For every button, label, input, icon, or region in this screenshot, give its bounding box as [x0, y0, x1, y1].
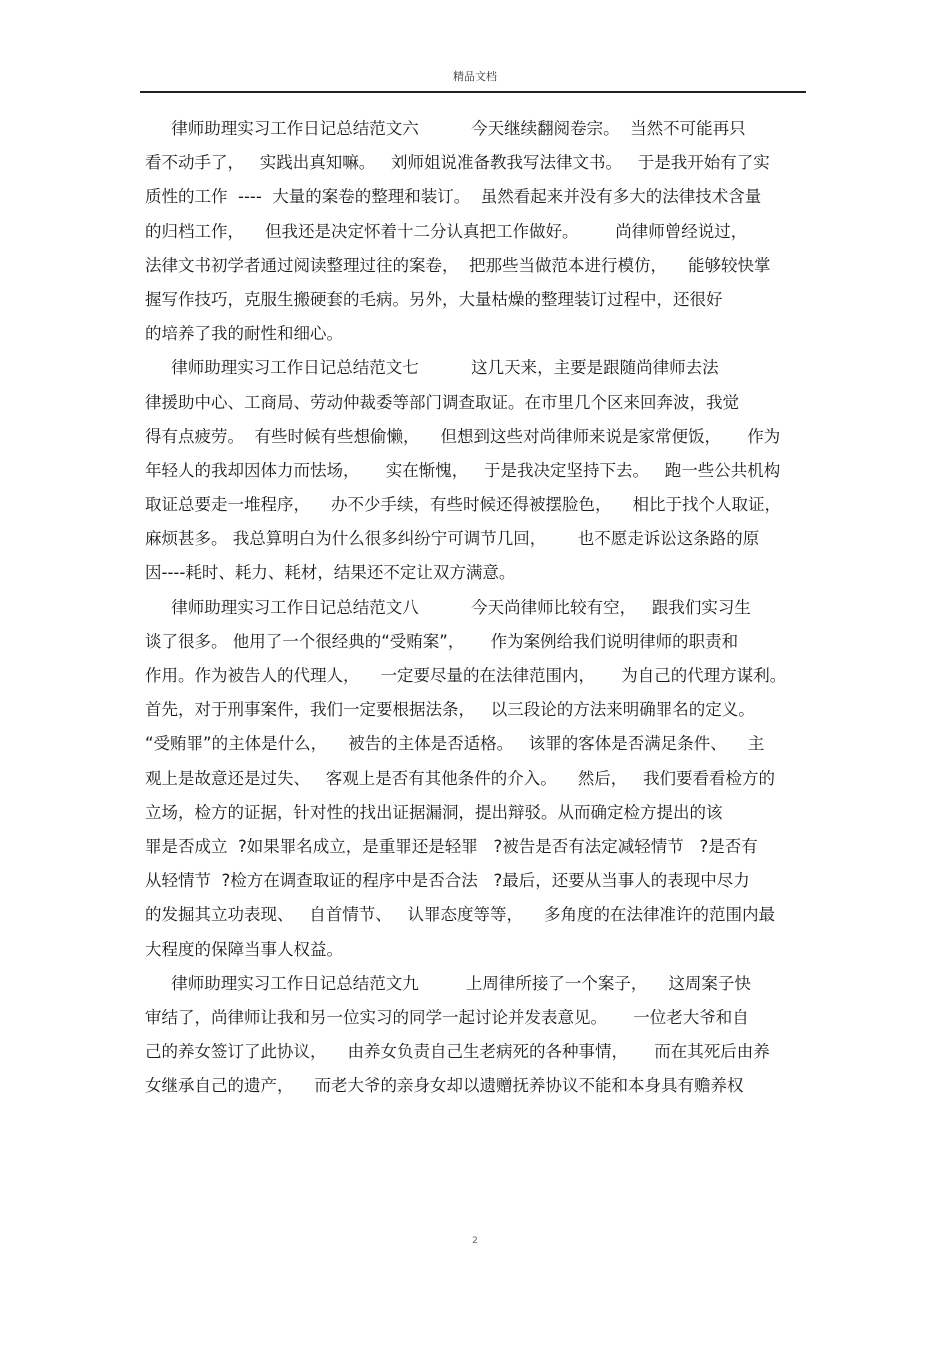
text-line: 观上是故意还是过失、 客观上是否有其他条件的介入。 然后， 我们要看看检方的 [145, 768, 775, 788]
text-line: 谈了很多。 他用了一个很经典的“受贿案”， 作为案例给我们说明律师的职责和 [145, 631, 739, 651]
text-line: 律师助理实习工作日记总结范文六 今天继续翻阅卷宗。 当然不可能再只 [145, 119, 746, 138]
text-line: 审结了，尚律师让我和另一位实习的同学一起讨论并发表意见。 一位老大爷和自 [145, 1007, 749, 1027]
header-divider [140, 91, 806, 93]
page-header: 精品文档 [453, 70, 497, 83]
text-line: 的归档工作， 但我还是决定怀着十二分认真把工作做好。 尚律师曾经说过， [145, 221, 748, 241]
text-line: 取证总要走一堆程序， 办不少手续，有些时候还得被摆脸色， 相比于找个人取证， [145, 495, 781, 515]
text-line: 的培养了我的耐性和细心。 [145, 324, 343, 344]
text-line: 得有点疲劳。 有些时候有些想偷懒， 但想到这些对尚律师来说是家常便饭， 作为 [145, 426, 781, 446]
text-line: 从轻情节 ?检方在调查取证的程序中是否合法 ?最后，还要从当事人的表现中尽力 [145, 871, 750, 891]
text-line: 立场，检方的证据，针对性的找出证据漏洞，提出辩驳。从而确定检方提出的该 [145, 802, 723, 822]
text-line: 法律文书初学者通过阅读整理过往的案卷， 把那些当做范本进行模仿， 能够较快掌 [145, 255, 771, 275]
page-number: 2 [472, 1236, 478, 1246]
text-line: 年轻人的我却因体力而怯场， 实在惭愧， 于是我决定坚持下去。 跑一些公共机构 [145, 460, 781, 480]
text-line: 质性的工作 ---- 大量的案卷的整理和装订。 虽然看起来并没有多大的法律技术含量 [145, 187, 762, 207]
text-line: 作用。作为被告人的代理人， 一定要尽量的在法律范围内， 为自己的代理方谋利。 [145, 666, 787, 685]
text-line: 握写作技巧，克服生搬硬套的毛病。另外，大量枯燥的整理装订过程中，还很好 [145, 289, 723, 309]
text-line: 因----耗时、耗力、耗材，结果还不定让双方满意。 [145, 563, 516, 583]
text-line: 律援助中心、工商局、劳动仲裁委等部门调查取证。在市里几个区来回奔波，我觉 [145, 392, 739, 412]
text-line: 大程度的保障当事人权益。 [145, 939, 343, 959]
text-line: 律师助理实习工作日记总结范文八 今天尚律师比较有空， 跟我们实习生 [145, 597, 751, 617]
text-line: 看不动手了， 实践出真知嘛。 刘师姐说准备教我写法律文书。 于是我开始有了实 [145, 153, 770, 173]
text-line: 首先，对于刑事案件，我们一定要根据法条， 以三段论的方法来明确罪名的定义。 [145, 700, 755, 720]
text-line: 罪是否成立 ?如果罪名成立，是重罪还是轻罪 ?被告是否有法定减轻情节 ?是否有 [145, 836, 758, 856]
text-line: “受贿罪”的主体是什么， 被告的主体是否适格。 该罪的客体是否满足条件、 主 [145, 734, 765, 754]
text-line: 女继承自己的遗产， 而老大爷的亲身女却以遗赠抚养协议不能和本身具有赡养权 [145, 1076, 744, 1096]
text-line: 律师助理实习工作日记总结范文九 上周律所接了一个案子， 这周案子快 [145, 973, 751, 993]
text-line: 的发掘其立功表现、 自首情节、 认罪态度等等， 多角度的在法律准许的范围内最 [145, 905, 775, 925]
text-line: 麻烦甚多。 我总算明白为什么很多纠纷宁可调节几回， 也不愿走诉讼这条路的原 [145, 529, 760, 549]
text-line: 己的养女签订了此协议， 由养女负责自己生老病死的各种事情， 而在其死后由养 [145, 1042, 770, 1062]
text-line: 律师助理实习工作日记总结范文七 这几天来，主要是跟随尚律师去法 [145, 358, 719, 378]
document-body [145, 112, 810, 1103]
